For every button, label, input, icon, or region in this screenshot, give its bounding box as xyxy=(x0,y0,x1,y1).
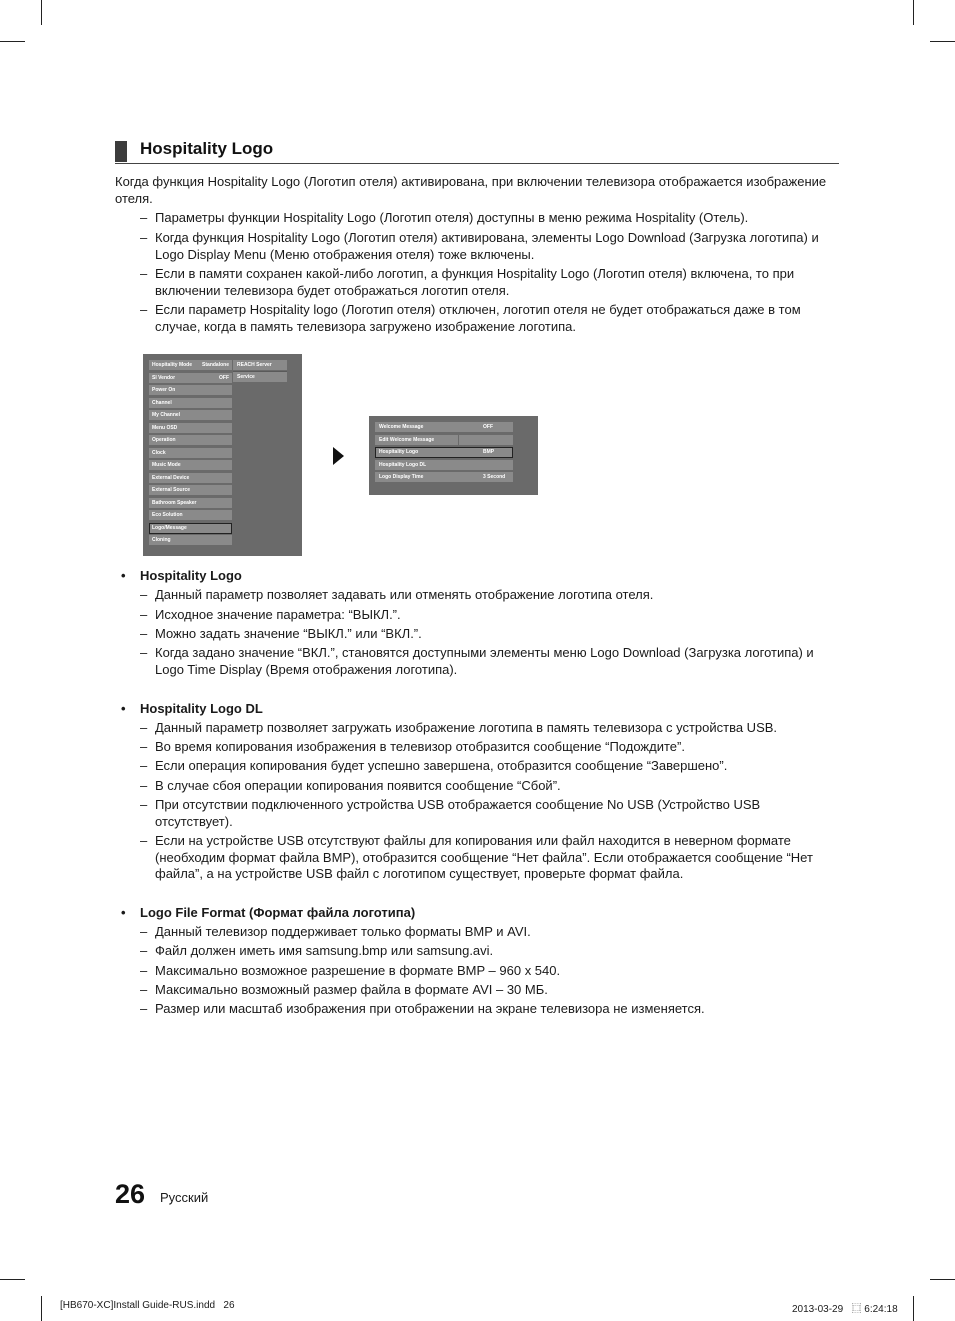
section-header xyxy=(115,139,839,164)
list-item: – Данный параметр позволяет загружать изображение логотипа в память телевизора с устройства USB. xyxy=(140,720,778,735)
intro-item: – Если параметр Hospitality logo (Логотип отеля) отключен, логотип отеля не будет отображаться даже в том случае, когда в память телевизора загружено изображение логотипа. xyxy=(140,302,801,334)
menu-item[interactable]: External Source xyxy=(149,485,232,496)
menu-item[interactable]: Menu OSD xyxy=(149,423,232,434)
intro-text: Когда функция Hospitality Logo (Логотип отеля) активирована, при включении телевизора отображается изображение отеля. xyxy=(115,174,827,206)
list-item: – Исходное значение параметра: “ВЫКЛ.”. xyxy=(140,607,401,622)
menu-item[interactable]: Music Mode xyxy=(149,460,232,471)
menu-item[interactable]: Operation xyxy=(149,435,232,446)
intro-item: – Когда функция Hospitality Logo (Логотип отеля) активирована, элементы Logo Download (Загрузка логотипа) и Logo Display Menu (Меню отображения отеля) тоже включены. xyxy=(140,230,819,262)
section-title: Hospitality Logo xyxy=(140,139,274,158)
list-item: – Данный телевизор поддерживает только форматы BMP и AVI. xyxy=(140,924,531,939)
crop-mark xyxy=(0,1279,25,1280)
list-item: – Файл должен иметь имя samsung.bmp или samsung.avi. xyxy=(140,943,494,958)
list-item: – Если операция копирования будет успешно завершена, отобразится сообщение “Завершено”. xyxy=(140,758,728,773)
section-marker xyxy=(115,141,127,162)
menu-item-selected[interactable]: Logo/Message xyxy=(149,523,232,534)
crop-mark xyxy=(930,1279,955,1280)
menu-item[interactable]: Hospitality Mode Standalone xyxy=(149,360,232,371)
submenu-item-selected[interactable]: Hospitality Logo BMP xyxy=(375,447,513,458)
menu-item[interactable]: Clock xyxy=(149,448,232,459)
bullet-heading: • Hospitality Logo xyxy=(121,568,242,583)
footer-timestamp: 2013-03-29 ⿴ 6:24:18 xyxy=(792,1304,898,1315)
crop-mark xyxy=(41,1296,42,1321)
menu-item[interactable]: External Device xyxy=(149,473,232,484)
list-item: – Данный параметр позволяет задавать или отменять отображение логотипа отеля. xyxy=(140,587,654,602)
list-item: – В случае сбоя операции копирования появится сообщение “Сбой”. xyxy=(140,778,561,793)
menu-item[interactable]: Power On xyxy=(149,385,232,396)
submenu-item[interactable]: Edit Welcome Message xyxy=(375,435,513,446)
bullet-heading: • Hospitality Logo DL xyxy=(121,701,263,716)
menu-option[interactable]: REACH Server xyxy=(233,360,287,371)
crop-mark xyxy=(0,41,25,42)
hospitality-menu-screen xyxy=(143,354,302,556)
crop-mark xyxy=(930,41,955,42)
menu-option[interactable]: Service xyxy=(233,372,287,383)
list-item: – Когда задано значение “ВКЛ.”, становятся доступными элементы меню Logo Download (Загрузка логотипа) и Logo Time Display (Время отображения логотипа). xyxy=(140,645,814,677)
arrow-right-icon xyxy=(333,447,344,465)
list-item: – Во время копирования изображения в телевизор отобразится сообщение “Подождите”. xyxy=(140,739,685,754)
menu-item[interactable]: My Channel xyxy=(149,410,232,421)
menu-item[interactable]: Cloning xyxy=(149,535,232,546)
crop-mark xyxy=(913,1296,914,1321)
crop-mark xyxy=(913,0,914,25)
intro-item: – Параметры функции Hospitality Logo (Логотип отеля) доступны в меню режима Hospitality (Отель). xyxy=(140,210,749,225)
menu-item[interactable]: Eco Solution xyxy=(149,510,232,521)
intro-item: – Если в памяти сохранен какой-либо логотип, а функция Hospitality Logo (Логотип отеля) включена, то при включении телевизора будет отображаться логотип отеля. xyxy=(140,266,795,298)
list-item: – Если на устройстве USB отсутствуют файлы для копирования или файл находится в неверном формате (необходим формат файла BMP), отобразится сообщение “Нет файла”. Если отображается сообщение “Нет файла”, а на устройстве USB файл с логотипом существует, проверьте формат файла. xyxy=(140,833,813,881)
list-item: – Размер или масштаб изображения при отображении на экране телевизора не изменяется. xyxy=(140,1001,705,1016)
bullet-heading: • Logo File Format (Формат файла логотипа) xyxy=(121,905,416,920)
page-number: 26 xyxy=(115,1179,146,1209)
menu-column-2 xyxy=(233,360,287,383)
footer-filename: [HB670-XC]Install Guide-RUS.indd 26 xyxy=(60,1300,235,1311)
submenu-item[interactable]: Welcome Message OFF xyxy=(375,422,513,433)
language-label: Русский xyxy=(160,1190,209,1205)
logo-message-submenu xyxy=(369,416,538,495)
list-item: – Можно задать значение “ВЫКЛ.” или “ВКЛ.”. xyxy=(140,626,422,641)
list-item: – При отсутствии подключенного устройства USB отображается сообщение No USB (Устройство USB отсутствует). xyxy=(140,797,761,829)
crop-mark xyxy=(41,0,42,25)
menu-item[interactable]: SI Vendor OFF xyxy=(149,373,232,384)
submenu-item[interactable]: Hospitality Logo DL xyxy=(375,460,513,471)
list-item: – Максимально возможное разрешение в формате BMP – 960 x 540. xyxy=(140,963,561,978)
menu-item[interactable]: Bathroom Speaker xyxy=(149,498,232,509)
list-item: – Максимально возможный размер файла в формате AVI – 30 МБ. xyxy=(140,982,548,997)
menu-item[interactable]: Channel xyxy=(149,398,232,409)
submenu-item[interactable]: Logo Display Time 3 Second xyxy=(375,472,513,483)
